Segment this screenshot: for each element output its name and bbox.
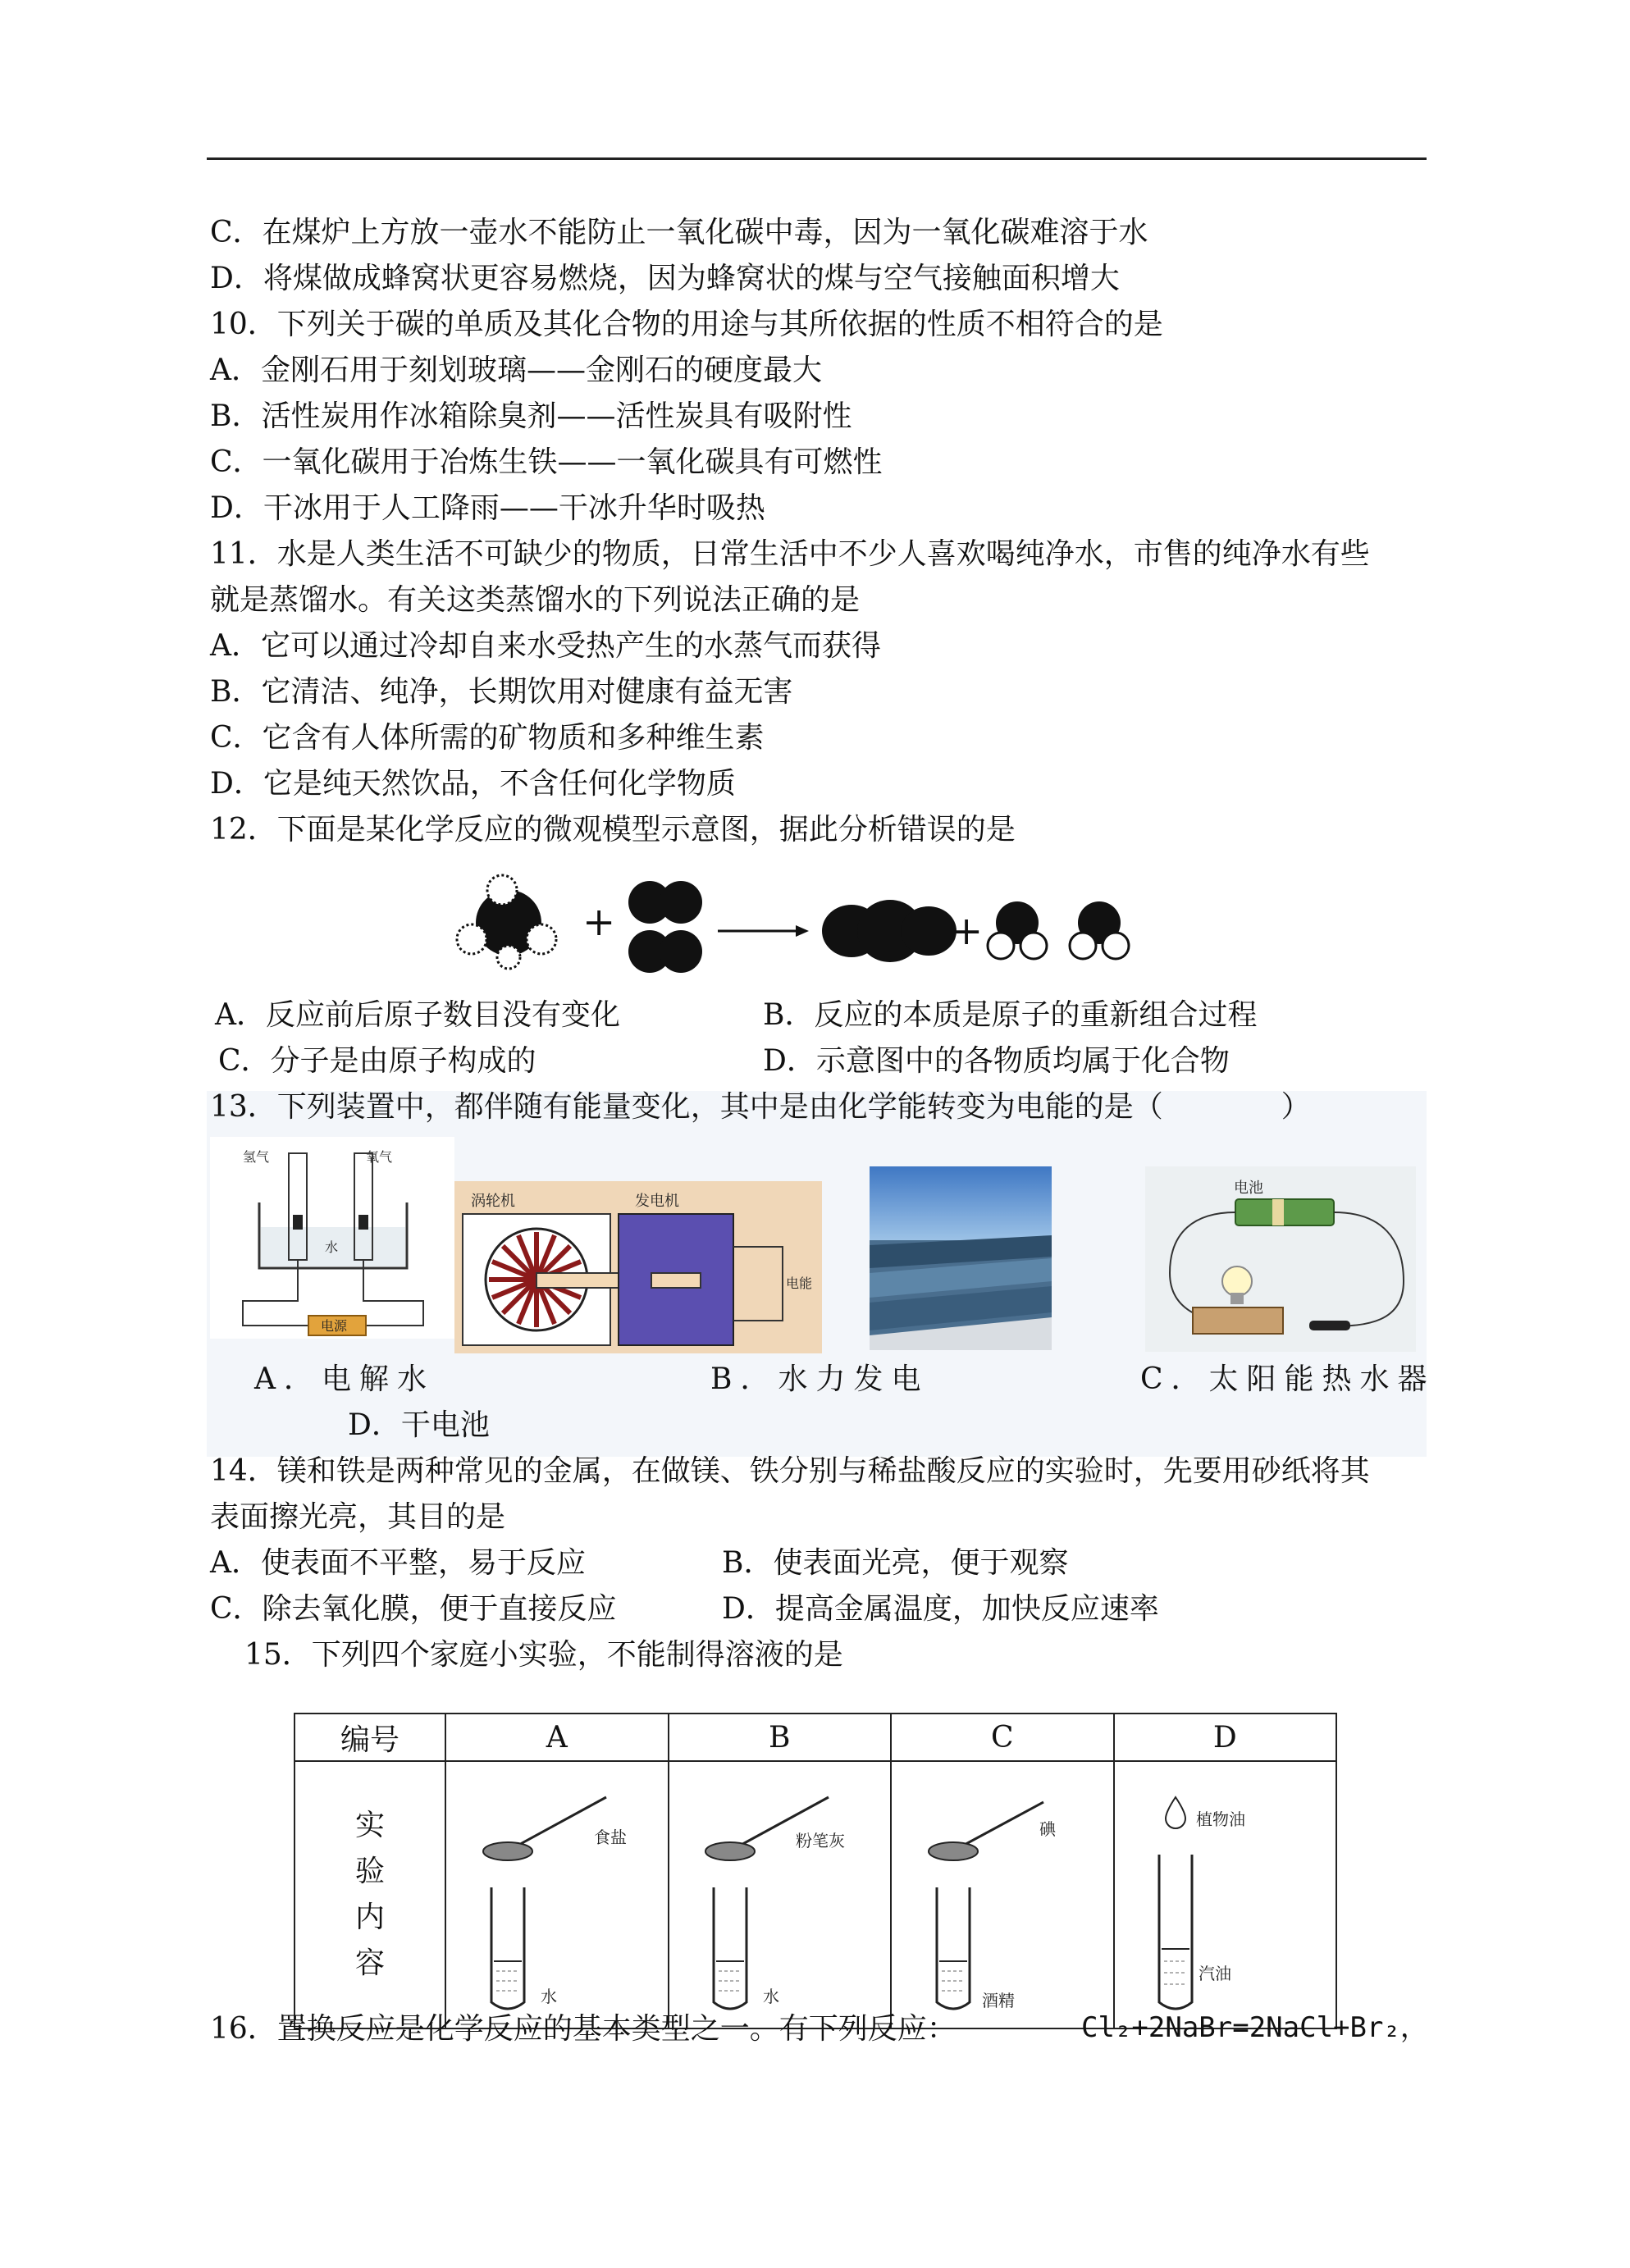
spoon-tube-figure-a	[450, 1764, 664, 2019]
question-11: 11．水是人类生活不可缺少的物质，日常生活中不少人喜欢喝纯净水，市售的纯净水有些	[210, 537, 1370, 571]
option-13d: D．干电池	[348, 1408, 490, 1442]
water-molecules	[988, 901, 1129, 959]
text-line: C．在煤炉上方放一壶水不能防止一氧化碳中毒，因为一氧化碳难溶于水	[210, 216, 1148, 249]
fig-b-output: 电能	[786, 1275, 813, 1291]
option-13c: C．太阳能热水器	[1140, 1362, 1436, 1396]
option-12b: B．反应的本质是原子的重新组合过程	[763, 998, 1258, 1032]
option-11d: D．它是纯天然饮品，不含任何化学物质	[210, 767, 736, 801]
option-13b: B．水力发电	[710, 1362, 929, 1396]
option-11b: B．它清洁、纯净，长期饮用对健康有益无害	[210, 675, 793, 709]
svg-text:+: +	[582, 899, 616, 945]
text-line: D．将煤做成蜂窝状更容易燃烧，因为蜂窝状的煤与空气接触面积增大	[210, 262, 1120, 295]
option-10a: A．金刚石用于刻划玻璃——金刚石的硬度最大	[210, 354, 822, 387]
battery-circuit-figure	[1145, 1166, 1416, 1352]
spoon-tube-figure-b	[673, 1764, 886, 2019]
question-12: 12．下面是某化学反应的微观模型示意图，据此分析错误的是	[210, 813, 1016, 847]
question-14-cont: 表面擦光亮，其目的是	[210, 1500, 506, 1534]
question-13: 13．下列装置中，都伴随有能量变化，其中是由化学能转变为电能的是（ ）	[210, 1090, 1311, 1124]
option-13a: A．电解水	[254, 1362, 435, 1396]
experiment-cell-b	[669, 1761, 892, 2028]
solute-b: 粉笔灰	[796, 1830, 846, 1850]
fig-b-turbine: 涡轮机	[471, 1193, 515, 1210]
row-label-text	[296, 1803, 444, 1987]
fig-a-label-left: 氢气	[243, 1149, 270, 1165]
oxygen-molecules	[628, 881, 702, 973]
experiment-cell-d	[1114, 1761, 1337, 2028]
carbon-dioxide-molecule	[822, 900, 957, 962]
header-rule	[207, 157, 1427, 160]
table-header-label: 编号	[294, 1714, 445, 1761]
option-11a: A．它可以通过冷却自来水受热产生的水蒸气而获得	[210, 629, 881, 663]
table-column-a: A	[445, 1714, 669, 1761]
solute-d: 植物油	[1196, 1809, 1246, 1829]
option-10b: B．活性炭用作冰箱除臭剂——活性炭具有吸附性	[210, 399, 852, 433]
methane-molecule	[457, 875, 556, 969]
option-14d: D．提高金属温度，加快反应速率	[722, 1592, 1159, 1626]
option-14a: A．使表面不平整，易于反应	[210, 1546, 586, 1580]
experiment-cell-c	[891, 1761, 1114, 2028]
reaction-equation: Cl₂+2NaBr=2NaCl+Br₂，	[1081, 2011, 1428, 2044]
question-11-cont: 就是蒸馏水。有关这类蒸馏水的下列说法正确的是	[210, 583, 861, 617]
option-12d: D．示意图中的各物质均属于化合物	[763, 1044, 1230, 1078]
question-15: 15．下列四个家庭小实验，不能制得溶液的是	[244, 1638, 843, 1672]
table-row	[294, 1761, 1336, 2028]
question-16: 16．置换反应是化学反应的基本类型之一。有下列反应：	[210, 2012, 957, 2046]
fig-a-label-right: 氧气	[366, 1149, 393, 1165]
solvent-b: 水	[763, 1986, 780, 2006]
fig-b-generator: 发电机	[635, 1193, 679, 1210]
solute-a: 食盐	[593, 1827, 627, 1847]
row-label	[294, 1761, 445, 2028]
table-column-d: D	[1114, 1714, 1337, 1761]
row-label-char: 容	[354, 1946, 385, 1980]
question-14: 14．镁和铁是两种常见的金属，在做镁、铁分别与稀盐酸反应的实验时，先要用砂纸将其	[210, 1454, 1370, 1488]
option-10c: C．一氧化碳用于冶炼生铁——一氧化碳具有可燃性	[210, 445, 883, 479]
svg-text:+: +	[950, 908, 984, 954]
fig-a-water: 水	[325, 1239, 339, 1255]
option-10d: D．干冰用于人工降雨——干冰升华时吸热	[210, 491, 765, 525]
table-column-b: B	[669, 1714, 892, 1761]
experiment-table	[294, 1713, 1337, 2029]
table-header-row	[294, 1714, 1336, 1761]
dropper-tube-figure-d	[1118, 1764, 1331, 2019]
electrolysis-figure	[210, 1137, 454, 1339]
solvent-a: 水	[540, 1986, 557, 2006]
solute-c: 碘	[1039, 1819, 1056, 1839]
question-10: 10．下列关于碳的单质及其化合物的用途与其所依据的性质不相符合的是	[210, 308, 1163, 341]
solvent-c: 酒精	[981, 1990, 1015, 2010]
reaction-model-diagram	[451, 857, 1157, 988]
solar-heater-photo	[870, 1166, 1052, 1350]
option-14c: C．除去氧化膜，便于直接反应	[210, 1592, 617, 1626]
option-12a: A．反应前后原子数目没有变化	[215, 998, 620, 1032]
row-label-char: 内	[354, 1901, 385, 1934]
option-12c: C．分子是由原子构成的	[218, 1044, 536, 1078]
row-label-char: 实	[354, 1809, 385, 1842]
solvent-d: 汽油	[1199, 1963, 1232, 1983]
row-label-char: 验	[354, 1855, 385, 1888]
fig-d-battery: 电池	[1234, 1180, 1263, 1197]
spoon-tube-figure-c	[896, 1764, 1109, 2019]
option-11c: C．它含有人体所需的矿物质和多种维生素	[210, 721, 765, 755]
table-column-c: C	[891, 1714, 1114, 1761]
fig-a-power: 电源	[321, 1318, 348, 1334]
option-14b: B．使表面光亮，便于观察	[722, 1546, 1069, 1580]
hydropower-figure	[454, 1181, 822, 1353]
experiment-cell-a	[445, 1761, 669, 2028]
